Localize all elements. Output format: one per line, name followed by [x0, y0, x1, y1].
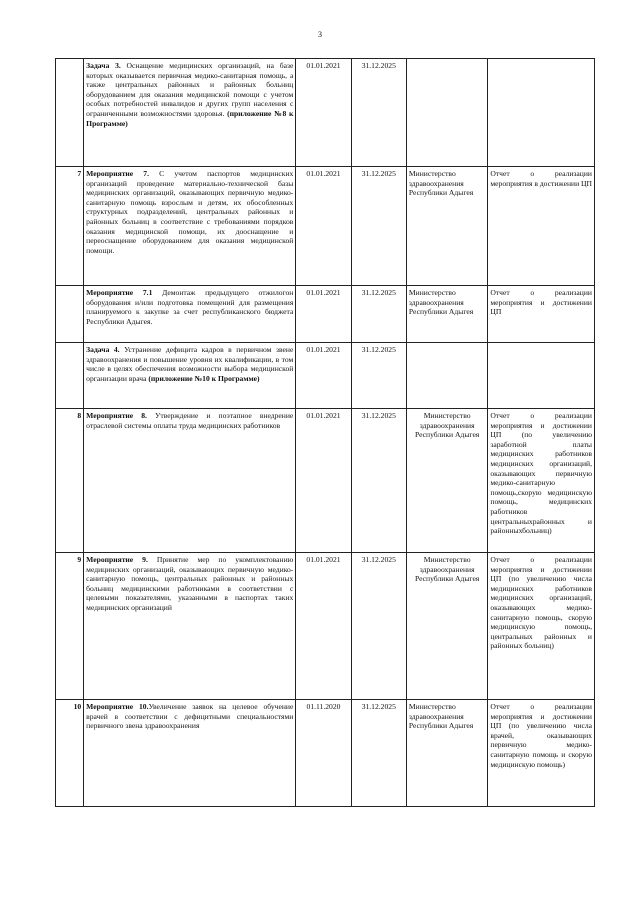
executor: [406, 59, 487, 167]
appendix-ref: (приложение №10 к Программе): [148, 373, 260, 383]
end-date: 31.12.2025: [351, 700, 406, 807]
table-row: [56, 409, 595, 553]
table-row: [56, 286, 595, 343]
result: Отчет о реализации мероприятия и достижении ЦП: [488, 286, 595, 343]
end-date: 31.12.2025: [351, 409, 406, 553]
table-row: [56, 167, 595, 286]
measure-title: Мероприятие 9.: [86, 555, 148, 564]
table-row: [56, 700, 595, 807]
measure-title: Мероприятие 10.: [86, 702, 149, 711]
row-number: 9: [56, 553, 84, 700]
executor: [406, 343, 487, 409]
measure-text: С учетом паспортов медицинских организаций проведение материально-технической базы медицинских организаций, оказывающих первичную медико-санитарную помощь взрослым и детям, их обособленных структурных подразделений, центральных районных и районных больниц в соответствие с требованиями порядков оказания медицинской помощи, их дооснащение и переоснащение оборудованием для оказания медицинской помощи.: [86, 169, 294, 255]
measure-text: Увеличение заявок на целевое обучение врачей в соответствии с дефицитными специальностями первичного звена здравоохранения: [86, 702, 294, 731]
measure-text: Принятие мер по укомплектованию медицинских организаций, оказывающих первичную медико-санитарную помощь, центральных районных и районных больниц медицинскими работниками в соответствии с целевыми показателями, указанными в паспортах таких медицинских организаций: [86, 555, 294, 612]
measure-title: Мероприятие 8.: [86, 411, 147, 420]
task-title: Задача 4.: [86, 345, 120, 354]
start-date: 01.01.2021: [296, 167, 351, 286]
table-row: [56, 553, 595, 700]
end-date: 31.12.2025: [351, 167, 406, 286]
executor: Министерство здравоохранения Республики Адыгея: [406, 409, 487, 553]
row-number: 7: [56, 167, 84, 286]
measure-text: Демонтаж предыдущего отжилогон оборудования и/или подготовка помещений для размещения планируемого к закупке за счет республиканского бюджета Республики Адыгея.: [86, 288, 294, 326]
row-number: [56, 343, 84, 409]
row-number: [56, 59, 84, 167]
measure-title: Мероприятие 7.1: [86, 288, 153, 297]
task-title: Задача 3.: [86, 61, 121, 70]
task-text: Устранение дефицита кадров в первичном звене здравоохранения и повышение уровня их квалификации, в том числе в целях обеспечения возможности выбора медицинской организации врача: [86, 345, 294, 383]
end-date: 31.12.2025: [351, 59, 406, 167]
end-date: 31.12.2025: [351, 286, 406, 343]
table-row: [56, 59, 595, 167]
start-date: 01.01.2021: [296, 59, 351, 167]
measure-description: [84, 700, 296, 807]
result: Отчет о реализации мероприятия и достижении ЦП (по увеличению числа медицинских работников медицинских организаций, оказывающих медико-санитарную помощь, скорую медицинскую помощь, центральных районных и районных больниц): [488, 553, 595, 700]
row-number: 10: [56, 700, 84, 807]
end-date: 31.12.2025: [351, 343, 406, 409]
appendix-ref: (приложение №8 к Программе): [86, 108, 294, 128]
result: Отчет о реализации мероприятия в достижении ЦП: [488, 167, 595, 286]
task-description: [84, 59, 296, 167]
start-date: 01.01.2021: [296, 343, 351, 409]
task-description: [84, 343, 296, 409]
table-row: [56, 343, 595, 409]
result: [488, 59, 595, 167]
measure-description: [84, 553, 296, 700]
start-date: 01.01.2021: [296, 286, 351, 343]
start-date: 01.01.2021: [296, 553, 351, 700]
page-number: 3: [318, 30, 322, 39]
start-date: 01.01.2021: [296, 409, 351, 553]
result: [488, 343, 595, 409]
measure-text: Утверждение и поэтапное внедрение отраслевой системы оплаты труда медицинских работников: [86, 411, 294, 430]
result: Отчет о реализации мероприятия и достижении ЦП (по увеличению числа врачей, оказывающих первичную медико-санитарную помощь и скорую медицинскую помощь): [488, 700, 595, 807]
task-text: Оснащение медицинских организаций, на базе которых оказывается первичная медико-санитарная помощь, а также центральных районных и районных больниц оборудованием для оказания медицинской помощи с учетом особых потребностей инвалидов и других групп населения с ограниченными возможностями здоровья.: [86, 61, 294, 118]
measure-title: Мероприятие 7.: [86, 169, 149, 178]
measure-description: [84, 409, 296, 553]
measure-description: [84, 286, 296, 343]
executor: Министерство здравоохранения Республики Адыгея: [406, 286, 487, 343]
row-number: [56, 286, 84, 343]
start-date: 01.11.2020: [296, 700, 351, 807]
row-number: 8: [56, 409, 84, 553]
result: Отчет о реализации мероприятия и достижении ЦП (по увеличению заработной платы медицинских работников медицинских организаций, оказывающих первичную медико-санитарную помощь,скорую медицинскую помощь, медицинских работников центральныхрайонных и районныхбольниц): [488, 409, 595, 553]
end-date: 31.12.2025: [351, 553, 406, 700]
executor: Министерство здравоохранения Республики Адыгея: [406, 700, 487, 807]
executor: Министерство здравоохранения Республики Адыгея: [406, 553, 487, 700]
measures-table: [55, 58, 595, 807]
executor: Министерство здравоохранения Республики Адыгея: [406, 167, 487, 286]
measure-description: [84, 167, 296, 286]
